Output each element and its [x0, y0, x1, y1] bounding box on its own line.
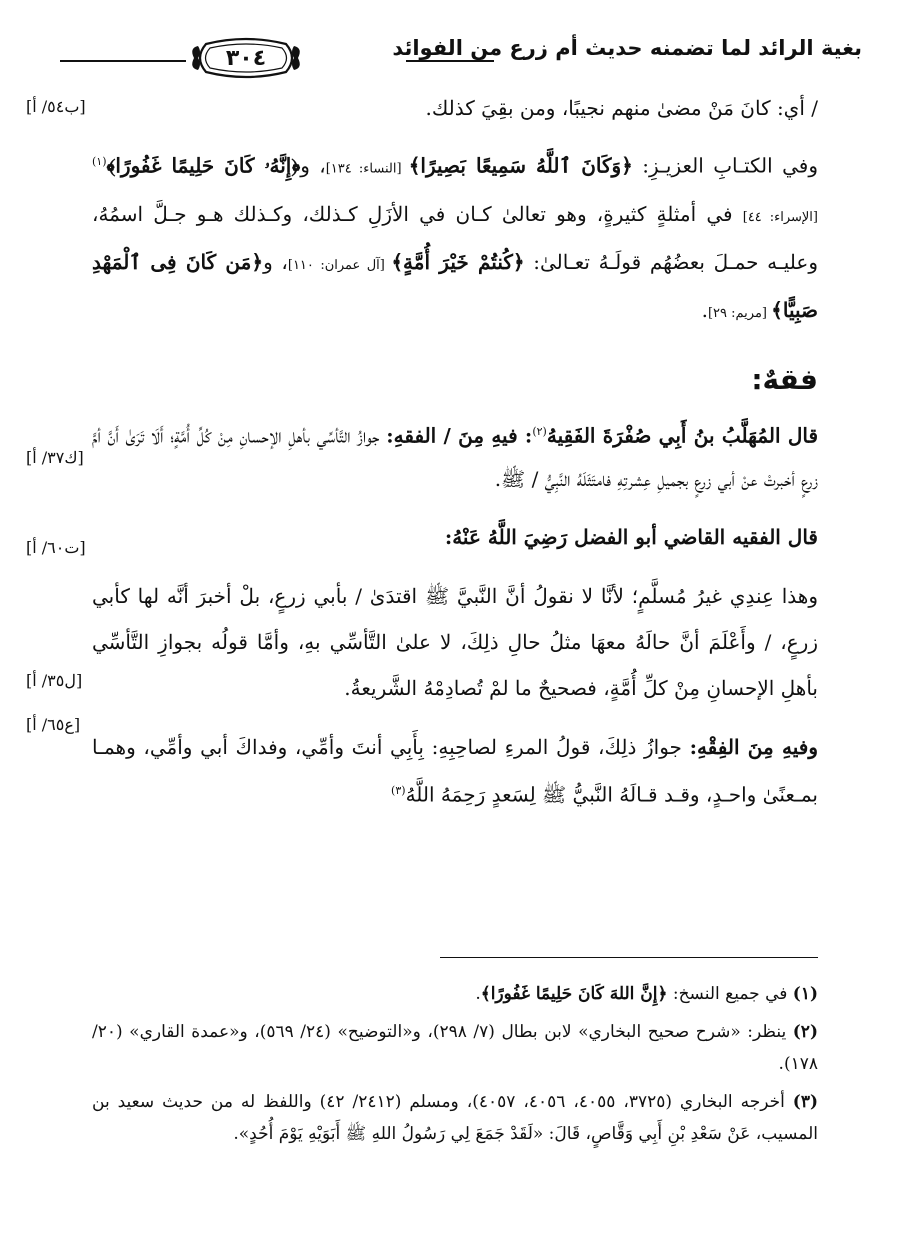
footnote-number: (١) [792, 984, 818, 1004]
footnotes [92, 978, 818, 1156]
page-number: ٣٠٤ [225, 45, 267, 71]
text-run: . [701, 297, 708, 322]
quran-verse: ﴿وَكَانَ ٱللَّهُ سَمِيعًا بَصِيرًا﴾ [408, 153, 633, 178]
text-run: جوازُ ذلِكَ، قولُ المرءِ لصاحِبِهِ: بِأَبِي أنتَ وأمِّي، وفداكَ أبي وأمِّي، وهمـا بمـعنًىٰ واحـدٍ، وقـد قـالَهُ النَّبيُّ ﷺ لِسَعدٍ رَحِمَهُ اللَّهُ [92, 735, 818, 807]
footnote-text: ينظر: «شرح صحيح البخاري» لابن بطال (٧/ ٢٩٨)، و«التوضيح» (٢٤/ ٥٦٩)، و«عمدة القاري» (٢٠/ ١٧٨). [92, 1022, 818, 1074]
manuscript-folio-marker: [ب٥٤/ أ] [26, 97, 86, 116]
header-title: بغية الرائد لما تضمنه حديث أم زرع من الفوائد [392, 36, 862, 60]
verse-citation: [الإسراء: ٤٤] [742, 209, 818, 225]
paragraph [92, 410, 818, 502]
quran-verse: ﴿كُنتُمْ خَيْرَ أُمَّةٍ﴾ [391, 249, 525, 274]
quoted-scholar: قال المُهَلَّبُ بنُ أَبِي صُفْرَةَ الفَقِيهُ [546, 423, 818, 448]
footnote [92, 1086, 818, 1150]
text-run: جوازُ التَّأسِّي بأهلِ الإحسانِ مِنْ كُلِّ أُمَّةٍ؛ أَلَا تَرَىٰ أَنَّ أمَّ زرعٍ أخبرتْ عنْ أبي زرعٍ بجميلِ عِشرتِهِ فامتَثَلَهُ النَّبِيُّ / ﷺ. [92, 423, 818, 492]
manuscript-folio-marker: [ت٦٠/ أ] [26, 538, 86, 557]
footnote-ref: (٢) [532, 424, 547, 438]
manuscript-folio-marker: [ك٣٧/ أ] [26, 448, 84, 467]
footnote-separator [440, 957, 818, 958]
text-run: : فيهِ مِنَ / الفقهِ: [386, 423, 533, 448]
header-rule [60, 60, 186, 62]
quran-verse: ﴿إِنَّ اللهَ كَانَ حَلِيمًا غَفُورًا﴾ [480, 984, 668, 1004]
paragraph: قال الفقيه القاضي أبو الفضل رَضِيَ اللَّهُ عَنْهُ: [444, 525, 818, 550]
manuscript-folio-marker: [ع٦٥/ أ] [26, 715, 81, 734]
text-run: في أمثلةٍ كثيرةٍ، وهو تعالىٰ كـان في الأزَلِ كـذلك، وكـذلك هـو جـلَّ اسمُهُ، وعليـه حمـلَ بعضُهُم قولَـهُ تعـالىٰ: [92, 201, 818, 274]
paragraph [92, 140, 818, 336]
text-run: وفيهِ مِنَ الفِقْهِ: [689, 735, 818, 760]
verse-citation: [آل عمران: ١١٠] [287, 257, 392, 273]
paragraph [92, 725, 818, 817]
main-text [92, 86, 818, 817]
quran-verse: ﴿إِنَّهُۥ كَانَ حَلِيمًا غَفُورًا﴾ [106, 153, 301, 178]
footnote-number: (٣) [792, 1092, 819, 1112]
footnote-text: في جميع النسخ: [667, 984, 793, 1004]
quran-verse: ﴿مَن كَانَ فِى ٱلْمَهْدِ صَبِيًّا﴾ [92, 249, 818, 322]
manuscript-folio-marker: [ل٣٥/ أ] [26, 671, 83, 690]
paragraph: وهذا عِندِي غيرُ مُسلَّمٍ؛ لأنَّا لا نقولُ أنَّ النَّبيَّ ﷺ اقتدَىٰ / بأبي زرعٍ، بلْ أخبرَ أنَّه لها كأبي زرعٍ، / وأَعْلَمَ أنَّ حالَهُ معهَا مثلُ حالِ ذلِكَ، لا علىٰ التَّأسِّي بهِ، وأمَّا قولُه بجوازِ التَّأسِّي بأهلِ الإحسانِ مِنْ كلِّ أُمَّةٍ، فصحيحٌ ما لمْ تُصادِمْهُ الشَّريعةُ. [92, 584, 818, 701]
text-run: ، و [263, 249, 288, 274]
header-rule [406, 60, 494, 62]
page-number-ornament [186, 36, 306, 80]
verse-citation: [النساء: ١٣٤] [325, 161, 409, 177]
running-header [60, 26, 862, 78]
paragraph: / أي: كانَ مَنْ مضىٰ منهم نجيبًا، ومن بقِيَ كذلك. [425, 96, 818, 120]
section-heading: فقهٌ: [751, 362, 818, 396]
footnote [92, 978, 818, 1010]
footnote-text: أخرجه البخاري (٣٧٢٥، ٤٠٥٥، ٤٠٥٦، ٤٠٥٧)، ومسلم (٢٤١٢/ ٤٢) واللفظ له من حديث سعيد بن المسيب، عَنْ سَعْدِ بْنِ أَبِي وَقَّاصٍ، قَالَ: «لَقَدْ جَمَعَ لِي رَسُولُ اللهِ ﷺ أَبَوَيْهِ يَوْمَ أُحُدٍ». [92, 1092, 818, 1144]
footnote-ref: (١) [92, 155, 107, 168]
verse-citation: [مريم: ٢٩] [707, 305, 772, 321]
footnote [92, 1016, 818, 1080]
footnote-text: . [475, 984, 481, 1004]
footnote-number: (٢) [792, 1022, 818, 1042]
text-run: وفي الكتـابِ العزيـزِ: [632, 153, 818, 178]
footnote-ref: (٣) [391, 784, 406, 798]
text-run: ، و [300, 153, 326, 178]
